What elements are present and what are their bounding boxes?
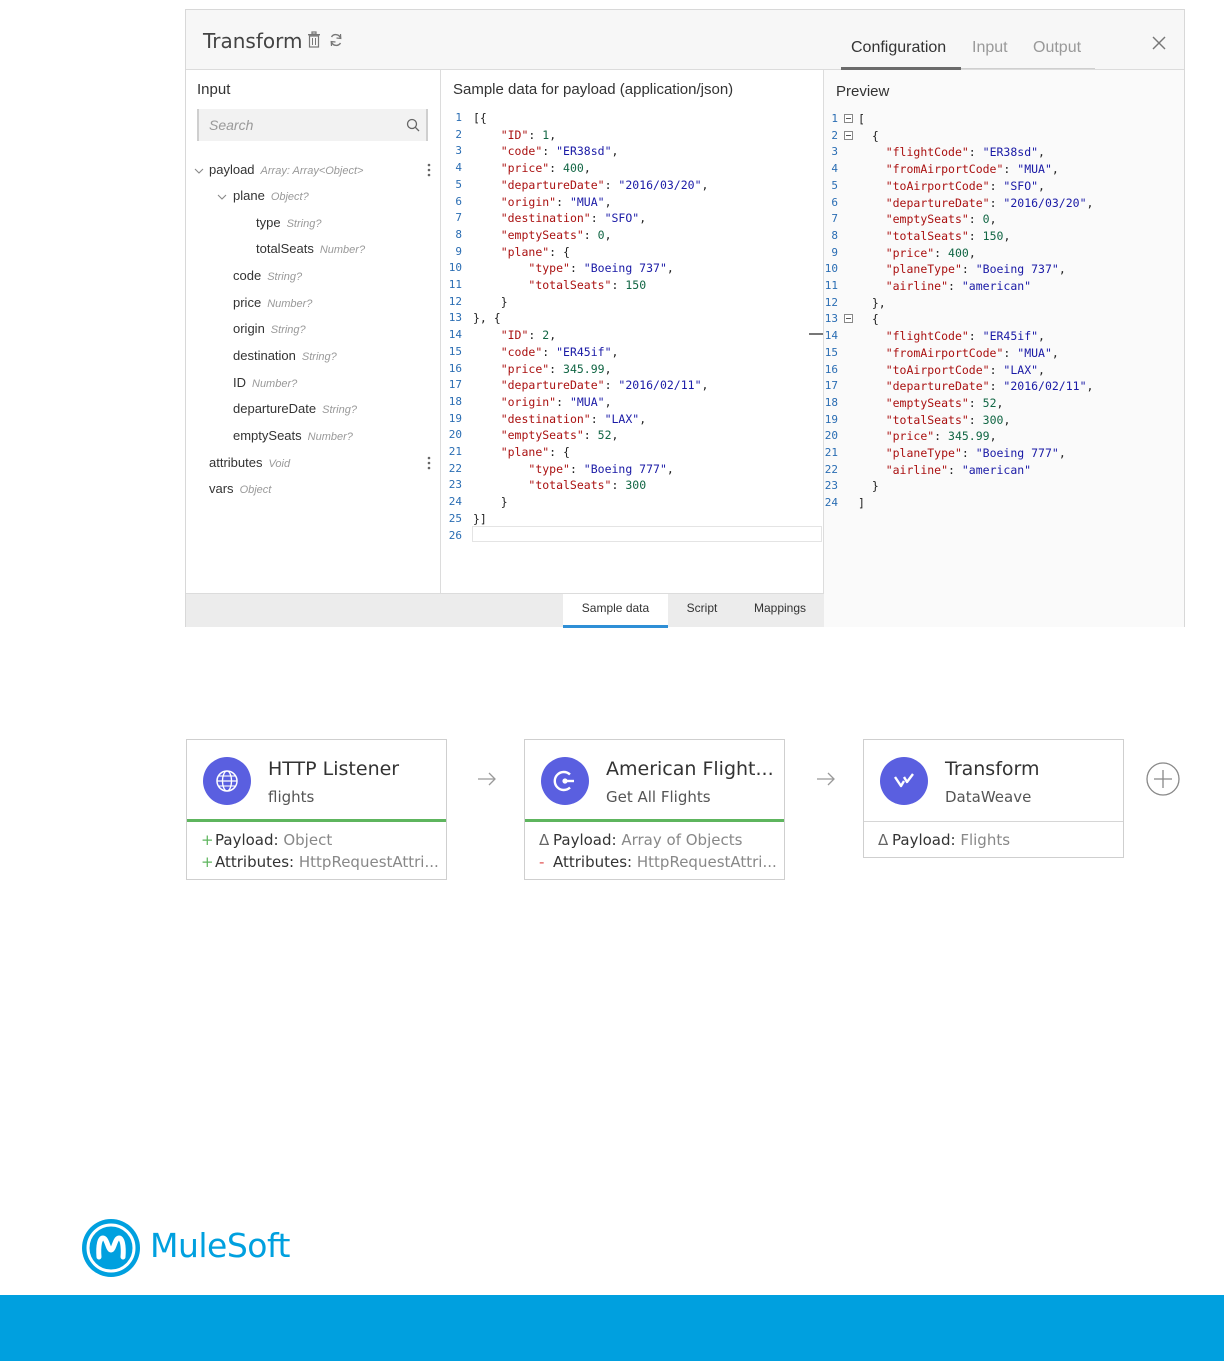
- line-number: 18: [448, 394, 462, 408]
- code-line: "airline": "american": [885, 279, 1032, 293]
- line-number: 14: [448, 328, 462, 342]
- line-number: 20: [824, 429, 838, 443]
- line-number: 12: [448, 294, 462, 308]
- fold-toggle-icon[interactable]: [844, 114, 853, 123]
- brand-name: MuleSoft: [150, 1226, 290, 1265]
- transform-dialog: [185, 9, 1185, 627]
- line-number: 2: [455, 127, 462, 141]
- line-number: 15: [824, 345, 838, 359]
- card-header: [525, 740, 784, 820]
- code-line: "planeType": "Boeing 737",: [885, 262, 1066, 277]
- chevron-down-icon[interactable]: [217, 192, 227, 202]
- card-divider: [187, 819, 446, 822]
- code-line: "airline": "american": [885, 462, 1032, 477]
- tree-item-code[interactable]: code String?: [233, 268, 303, 283]
- line-number: 24: [448, 495, 462, 509]
- mulesoft-logo-icon: [80, 1217, 142, 1279]
- line-number: 10: [824, 262, 838, 276]
- code-line: "plane": {: [500, 445, 570, 459]
- line-number: 22: [448, 461, 462, 475]
- bottom-tab-bar: [186, 593, 824, 627]
- tree-item-id[interactable]: ID Number?: [233, 375, 298, 390]
- line-number: 10: [448, 261, 462, 275]
- line-number: 22: [824, 462, 838, 476]
- code-line: "price": 345.99,: [885, 429, 997, 444]
- active-line-highlight: [472, 526, 822, 542]
- preview-panel: [824, 70, 1184, 627]
- line-number: 24: [824, 496, 838, 510]
- card-subtitle: DataWeave: [945, 788, 1032, 806]
- tab-mappings[interactable]: Mappings: [753, 601, 807, 615]
- tab-output[interactable]: Output: [1033, 39, 1082, 56]
- code-line: "type": "Boeing 777",: [528, 461, 674, 476]
- card-subtitle: Get All Flights: [606, 788, 711, 806]
- line-number: 8: [455, 227, 462, 241]
- line-number: 2: [831, 128, 838, 142]
- code-line: "code": "ER38sd",: [500, 144, 619, 159]
- tab-divider: [961, 68, 1095, 69]
- line-number: 16: [448, 361, 462, 375]
- fold-toggle-icon[interactable]: [844, 314, 853, 323]
- tree-item-origin[interactable]: origin String?: [233, 321, 306, 336]
- code-line: [: [858, 112, 865, 126]
- line-number: 14: [824, 329, 838, 343]
- dialog-header: [186, 10, 1184, 70]
- line-number: 6: [831, 195, 838, 209]
- code-line: }: [871, 479, 879, 494]
- code-line: "fromAirportCode": "MUA",: [885, 162, 1059, 177]
- search-input[interactable]: [209, 115, 389, 135]
- code-line: "price": 400,: [885, 245, 976, 260]
- search-box: [197, 109, 428, 141]
- code-line: "type": "Boeing 737",: [528, 261, 674, 276]
- tree-item-emptyseats[interactable]: emptySeats Number?: [233, 428, 353, 443]
- connector-icon: [541, 757, 589, 805]
- code-line: [{: [473, 111, 487, 125]
- line-number: 1: [831, 112, 838, 125]
- line-number: 20: [448, 428, 462, 442]
- tree-item-departuredate[interactable]: departureDate String?: [233, 401, 357, 416]
- line-number: 26: [448, 528, 462, 542]
- refresh-icon[interactable]: [328, 31, 344, 49]
- code-line: "totalSeats": 300: [528, 478, 647, 493]
- card-divider: [864, 821, 1123, 822]
- code-line: "emptySeats": 0,: [885, 212, 997, 227]
- line-number: 13: [448, 311, 462, 325]
- line-number: 18: [824, 395, 838, 409]
- code-line: "origin": "MUA",: [500, 394, 612, 409]
- globe-icon: [203, 757, 251, 805]
- line-number: 11: [448, 278, 462, 291]
- line-number: 3: [455, 144, 462, 158]
- line-number: 7: [455, 211, 462, 225]
- card-row-attributes: +Attributes: HttpRequestAttri...: [201, 853, 439, 871]
- code-line: "departureDate": "2016/02/11",: [500, 378, 709, 393]
- footer-band: [0, 1295, 1224, 1361]
- code-line: "totalSeats": 300,: [885, 412, 1011, 427]
- tree-item-type[interactable]: type String?: [256, 215, 322, 230]
- code-line: "price": 345.99,: [500, 361, 612, 376]
- code-line: }: [500, 294, 508, 309]
- code-line: {: [871, 128, 879, 143]
- tab-configuration[interactable]: Configuration: [851, 39, 947, 56]
- code-line: "ID": 1,: [500, 127, 557, 142]
- tree-item-attributes[interactable]: attributes Void: [209, 455, 291, 470]
- line-number: 3: [831, 145, 838, 159]
- code-line: "origin": "MUA",: [500, 194, 612, 209]
- code-line: "emptySeats": 0,: [500, 227, 612, 242]
- line-number: 19: [824, 412, 838, 426]
- line-number: 16: [824, 362, 838, 376]
- line-number: 21: [824, 446, 838, 459]
- line-number: 13: [824, 312, 838, 326]
- code-line: "plane": {: [500, 244, 570, 259]
- code-line: {: [871, 312, 879, 327]
- tree-item-payload[interactable]: payload Array: Array<Object>: [209, 162, 364, 177]
- tab-sample-data[interactable]: Sample data: [563, 594, 668, 628]
- line-number: 5: [831, 178, 838, 192]
- code-line: "planeType": "Boeing 777",: [885, 446, 1066, 460]
- code-line: "fromAirportCode": "MUA",: [885, 345, 1059, 360]
- fold-toggle-icon[interactable]: [844, 131, 853, 140]
- line-number: 23: [824, 479, 838, 493]
- line-number: 21: [448, 445, 462, 458]
- dataweave-icon: [880, 757, 928, 805]
- tree-item-price[interactable]: price Number?: [233, 295, 313, 310]
- input-panel: [186, 70, 441, 593]
- line-number: 6: [455, 194, 462, 208]
- code-line: ]: [858, 496, 865, 511]
- flow-card-american-flights[interactable]: [524, 739, 785, 880]
- tree-item-totalseats[interactable]: totalSeats Number?: [256, 241, 366, 256]
- preview-title: Preview: [836, 83, 890, 100]
- dialog-title: Transform: [203, 29, 303, 53]
- line-number: 11: [824, 279, 838, 292]
- code-line: "flightCode": "ER38sd",: [885, 145, 1045, 160]
- card-title: Transform: [945, 758, 1040, 780]
- code-line: "flightCode": "ER45if",: [885, 329, 1045, 344]
- tab-script[interactable]: Script: [686, 601, 718, 615]
- code-line: }: [500, 495, 508, 510]
- code-line: "destination": "SFO",: [500, 211, 647, 226]
- line-number: 17: [448, 378, 462, 392]
- line-number: 17: [824, 379, 838, 393]
- line-number: 19: [448, 411, 462, 425]
- card-row-payload: +Payload: Object: [201, 831, 333, 849]
- line-number: 23: [448, 478, 462, 492]
- code-line: "toAirportCode": "SFO",: [885, 178, 1045, 193]
- more-options-icon[interactable]: [427, 163, 431, 177]
- code-line: "departureDate": "2016/02/11",: [885, 379, 1094, 394]
- card-title: HTTP Listener: [268, 758, 400, 780]
- code-line: }]: [473, 511, 487, 526]
- line-number: 15: [448, 344, 462, 358]
- line-number: 25: [448, 511, 462, 525]
- code-line: "emptySeats": 52,: [885, 395, 1004, 410]
- card-header: [187, 740, 446, 820]
- code-line: "totalSeats": 150: [528, 278, 647, 292]
- line-number: 7: [831, 212, 838, 226]
- code-line: "destination": "LAX",: [500, 411, 647, 426]
- line-number: 4: [831, 162, 838, 176]
- line-number: 4: [455, 161, 462, 175]
- code-line: },: [871, 295, 886, 310]
- code-line: "emptySeats": 52,: [500, 428, 619, 443]
- flow-card-http-listener[interactable]: [186, 739, 447, 880]
- code-line: "ID": 2,: [500, 328, 557, 343]
- card-row-attributes: - Attributes: HttpRequestAttri...: [539, 853, 777, 871]
- more-options-icon[interactable]: [427, 456, 431, 470]
- code-line: "code": "ER45if",: [500, 344, 619, 359]
- tree-item-destination[interactable]: destination String?: [233, 348, 337, 363]
- card-subtitle: flights: [268, 788, 315, 806]
- line-number: 1: [455, 111, 462, 124]
- search-icon[interactable]: [405, 117, 421, 133]
- line-number: 9: [831, 245, 838, 259]
- line-number: 5: [455, 177, 462, 191]
- add-step-icon[interactable]: [1145, 761, 1181, 797]
- card-title: American Flight...: [606, 758, 774, 780]
- flow-card-transform[interactable]: [863, 739, 1124, 858]
- code-line: "totalSeats": 150,: [885, 228, 1011, 243]
- arrow-right-icon: [476, 770, 498, 788]
- code-line: "departureDate": "2016/03/20",: [500, 177, 709, 192]
- code-line: "price": 400,: [500, 161, 591, 176]
- tree-item-vars[interactable]: vars Object: [209, 481, 272, 496]
- code-line: "toAirportCode": "LAX",: [885, 362, 1045, 377]
- arrow-right-icon: [815, 770, 837, 788]
- tree-item-plane[interactable]: plane Object?: [233, 188, 309, 203]
- code-line: }, {: [473, 311, 501, 326]
- line-number: 9: [455, 244, 462, 258]
- sample-data-panel: [441, 70, 824, 593]
- line-number: 12: [824, 295, 838, 309]
- code-line: "departureDate": "2016/03/20",: [885, 195, 1094, 210]
- trash-icon[interactable]: [306, 31, 322, 49]
- card-row-payload: Δ Payload: Flights: [878, 831, 1011, 849]
- chevron-down-icon[interactable]: [194, 166, 204, 176]
- sample-data-title: Sample data for payload (application/json): [453, 81, 734, 98]
- tab-input[interactable]: Input: [972, 39, 1008, 56]
- card-row-payload: Δ Payload: Array of Objects: [539, 831, 743, 849]
- line-number: 8: [831, 228, 838, 242]
- card-divider: [525, 819, 784, 822]
- card-header: [864, 740, 1123, 820]
- input-panel-title: Input: [197, 81, 231, 98]
- close-icon[interactable]: [1148, 32, 1170, 54]
